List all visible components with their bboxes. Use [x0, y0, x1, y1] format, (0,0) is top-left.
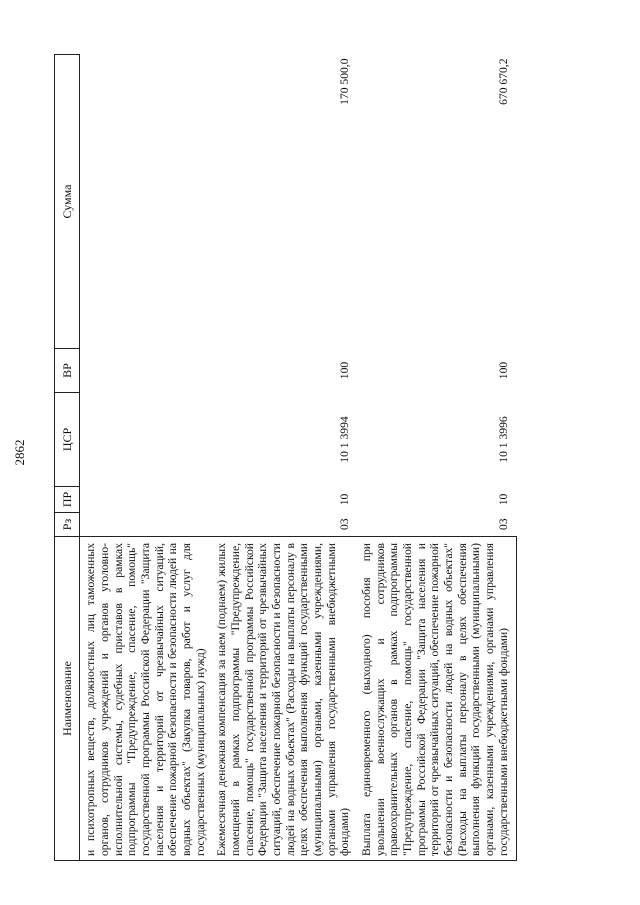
header-sum: Сумма: [55, 55, 80, 349]
row-vr: [80, 349, 214, 393]
table-row: [358, 55, 517, 861]
row-rz: 03: [338, 518, 352, 531]
row-sum: 170 500,0: [338, 58, 352, 105]
row-vr: 100: [338, 361, 352, 380]
header-rz: Рз: [55, 513, 80, 537]
header-pr: ПР: [55, 487, 80, 513]
table-row: [80, 55, 214, 861]
row-csr: 10 1 3996: [497, 416, 511, 463]
row-pr: 10: [497, 493, 511, 506]
page-number: 2862: [12, 439, 27, 466]
row-name: Выплата единовременного (выходного) пособия при увольнении военнослужащих и сотрудников правоохранительных органов в рамках подпрограммы "Предупреждение, спасение, помощь" государственной программы Российской Федерации "Защита населения и территорий от чрезвычайных ситуаций, обеспечение пожарной безопасности и безопасности людей на водных объектах" (Расходы на выплаты персоналу в целях обеспечения выполнения функций государственными (муниципальными) органами, казенными учреждениями, органами управления государственными внебюджетными фондами): [358, 537, 517, 861]
row-rz: [80, 513, 214, 537]
row-name: Ежемесячная денежная компенсация за наем (поднаем) жилых помещений в рамках подпрограммы "Предупреждение, спасение, помощь" государственной программы Российской Федерации "Защита населения и территорий от чрезвычайных ситуаций, обеспечение пожарной безопасности и безопасности людей на водных объектах" (Расходы на выплаты персоналу в целях обеспечения выполнения функций государственными (муниципальными) органами, казенными учреждениями, органами управления государственными внебюджетными фондами): [213, 537, 358, 861]
row-pr: [80, 487, 214, 513]
row-name: и психотропных веществ, должностных лиц таможенных органов, сотрудников учреждений и органов уголовно-исполнительной системы, судебных приставов в рамках подпрограммы "Предупреждение, спасение, помощь" государственной программы Российской Федерации "Защита населения и территорий от чрезвычайных ситуаций, обеспечение пожарной безопасности и безопасности людей на водных объектах" (Закупка товаров, работ и услуг для государственных (муниципальных) нужд): [80, 537, 214, 861]
row-vr: 100: [497, 361, 511, 380]
table-row: [213, 55, 358, 861]
row-pr: 10: [338, 493, 352, 506]
row-csr: [80, 393, 214, 487]
row-csr: 10 1 3994: [338, 416, 352, 463]
header-vr: ВР: [55, 349, 80, 393]
row-sum: [80, 55, 214, 349]
header-name: Наименование: [55, 537, 80, 861]
row-rz: 03: [497, 518, 511, 531]
budget-table: [54, 54, 517, 861]
row-sum: 670 670,2: [497, 58, 511, 105]
table-header-row: [55, 55, 80, 861]
header-csr: ЦСР: [55, 393, 80, 487]
